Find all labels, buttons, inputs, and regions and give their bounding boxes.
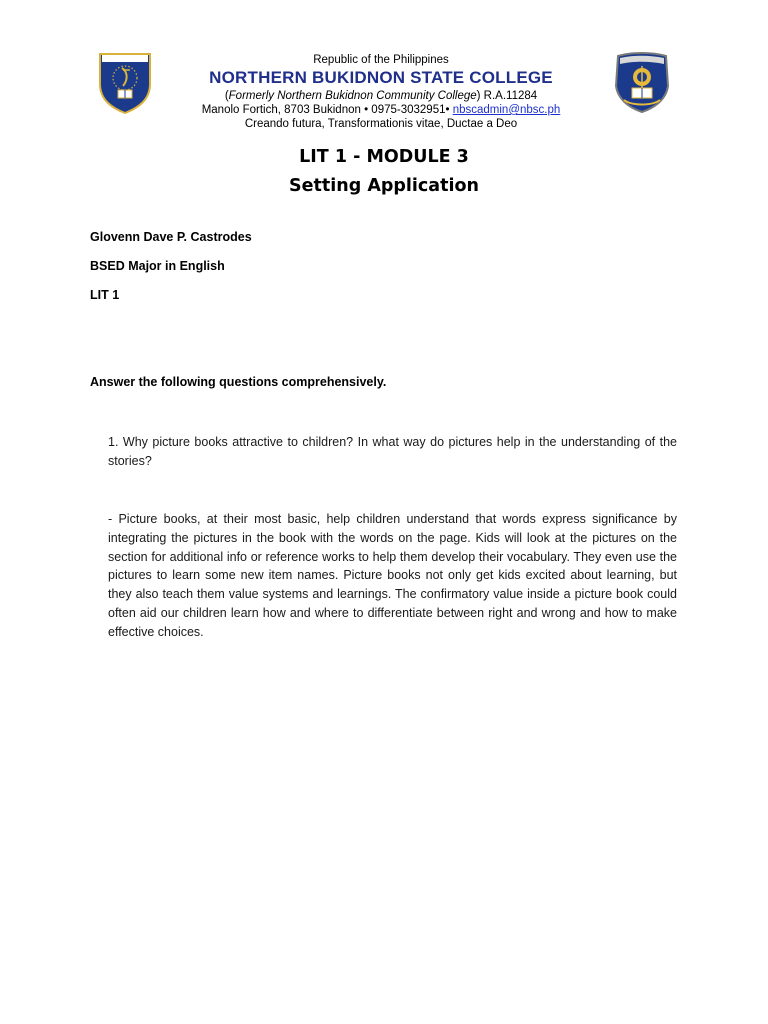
republic-line: Republic of the Philippines xyxy=(313,54,449,66)
module-subtitle: Setting Application xyxy=(289,176,479,196)
instruction-text: Answer the following questions comprehensively. xyxy=(90,375,387,389)
motto-line: Creando futura, Transformationis vitae, Ductae a Deo xyxy=(244,118,518,130)
shield-seal-icon xyxy=(98,50,152,114)
student-course: LIT 1 xyxy=(90,288,120,302)
student-program: BSED Major in English xyxy=(90,259,225,273)
letterhead xyxy=(180,53,582,131)
formerly-open: ( xyxy=(224,90,229,102)
college-name: NORTHERN BUKIDNON STATE COLLEGE xyxy=(209,68,553,87)
email-link[interactable]: nbscadmin@nbsc.ph xyxy=(452,104,561,116)
college-seal-icon xyxy=(612,50,672,114)
formerly-line xyxy=(180,89,582,103)
address-line xyxy=(180,103,582,117)
module-title: LIT 1 - MODULE 3 xyxy=(299,147,469,167)
question-text: 1. Why picture books attractive to children? In what way do pictures help in the understanding of the stories? xyxy=(108,435,677,468)
address-text: Manolo Fortich, 8703 Bukidnon • 0975-3032951• xyxy=(201,104,450,116)
formerly-close: ) R.A.11284 xyxy=(476,90,538,102)
student-name: Glovenn Dave P. Castrodes xyxy=(90,230,252,244)
answer-text: - Picture books, at their most basic, help children understand that words express significance by integrating the pictures in the book with the words on the page. Kids will look at the pictures on the section for additional info or reference works to help them develop their vocabulary. They even use the pictures to learn some new item names. Picture books not only get kids excited about learning, but they also teach them value systems and learnings. The confirmatory value inside a picture book could often aid our children learn how and where to differentiate between right and wrong and how to make effective choices. xyxy=(108,512,677,639)
formerly-name: Formerly Northern Bukidnon Community College xyxy=(228,90,477,102)
